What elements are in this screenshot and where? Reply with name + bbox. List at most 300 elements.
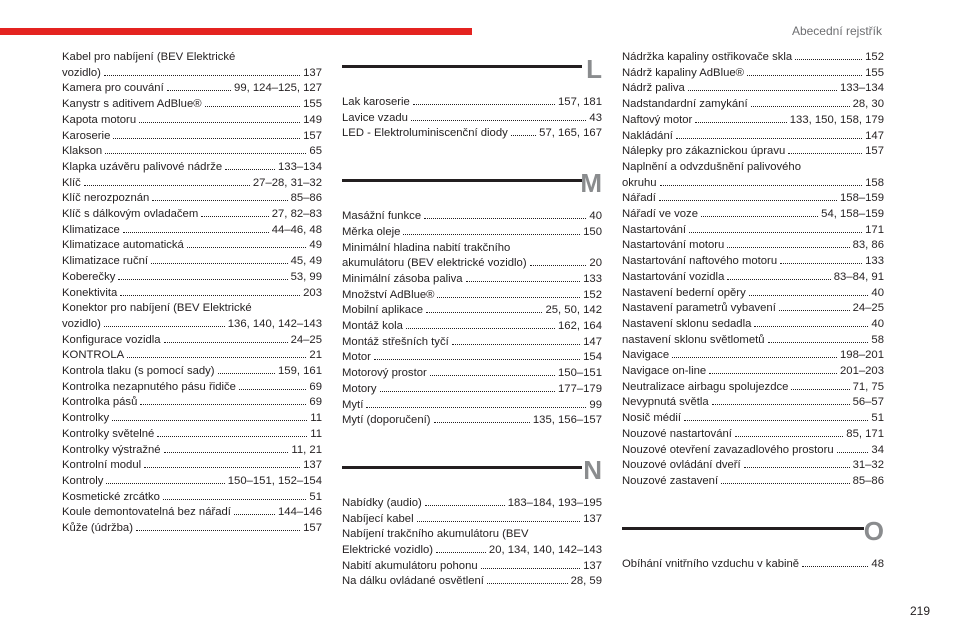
entry-term: Kontrolky — [62, 412, 110, 425]
entry-pages: 137 — [583, 559, 602, 572]
dot-leader — [84, 185, 250, 186]
dot-leader — [120, 295, 300, 296]
entry-pages: 133–134 — [278, 160, 322, 173]
dot-leader — [437, 297, 580, 298]
index-entry — [342, 288, 602, 304]
index-entry — [62, 144, 322, 160]
entry-term: Nastartování naftového motoru — [622, 255, 778, 268]
index-entry — [62, 411, 322, 427]
section-rule — [342, 65, 582, 68]
index-entry — [622, 380, 884, 396]
entry-term: Minimální hladina nabití trakčního — [342, 241, 511, 254]
section-header — [342, 454, 602, 494]
section-rule — [342, 466, 582, 469]
entry-term: Kontrolky světelné — [62, 427, 155, 440]
dot-leader — [112, 420, 307, 421]
entry-term: Naftový motor — [622, 113, 693, 126]
dot-leader — [163, 499, 306, 500]
index-entry — [62, 207, 322, 223]
entry-pages: 133 — [583, 272, 602, 285]
dot-leader — [139, 122, 300, 123]
section-header — [622, 515, 884, 555]
index-entry — [622, 364, 884, 380]
entry-pages: 135, 156–157 — [532, 414, 602, 427]
dot-leader — [374, 359, 580, 360]
index-entry — [62, 395, 322, 411]
dot-leader — [413, 104, 555, 105]
index-entry — [622, 286, 884, 302]
dot-leader — [201, 216, 268, 217]
index-entry — [62, 505, 322, 521]
entry-pages: 51 — [309, 490, 322, 503]
entry-term: Lak karoserie — [342, 96, 410, 108]
dot-leader — [768, 342, 869, 343]
dot-leader — [425, 505, 505, 506]
entry-pages: 43 — [589, 111, 602, 124]
dot-leader — [140, 404, 306, 405]
entry-term: Nádržka kapaliny ostřikovače skla — [622, 51, 793, 63]
entry-term: Nastartování vozidla — [622, 270, 725, 283]
section-letter: M — [580, 168, 602, 199]
index-entry — [622, 191, 884, 207]
dot-leader — [234, 514, 275, 515]
dot-leader — [424, 218, 586, 219]
index-entry — [342, 398, 602, 414]
entry-pages: 49 — [309, 239, 322, 252]
dot-leader — [104, 326, 225, 327]
index-entry — [622, 207, 884, 223]
dot-leader — [151, 263, 288, 264]
index-entry — [342, 413, 602, 429]
entry-pages: 171 — [865, 223, 884, 236]
entry-pages: 57, 165, 167 — [539, 127, 602, 140]
entry-pages: 183–184, 193–195 — [507, 496, 602, 509]
entry-pages: 177–179 — [558, 382, 602, 395]
dot-leader — [434, 422, 530, 423]
entry-pages: 11 — [310, 412, 322, 425]
entry-pages: 150–151, 152–154 — [227, 474, 322, 487]
entry-term: Klapka uzávěru palivové nádrže — [62, 160, 223, 173]
entry-term: Neutralizace airbagu spolujezdce — [622, 380, 789, 393]
index-entry — [342, 225, 602, 241]
entry-term: Klimatizace — [62, 223, 120, 236]
entry-term: Nádrž paliva — [622, 82, 685, 95]
index-entry — [342, 366, 602, 382]
index-entry — [62, 254, 322, 270]
dot-leader — [788, 153, 862, 154]
entry-term-continued: vozidlo) — [62, 66, 101, 79]
index-entry — [62, 50, 322, 81]
entry-pages: 137 — [303, 459, 322, 472]
index-entry — [342, 126, 602, 142]
entry-term: Nastartování motoru — [622, 239, 725, 252]
dot-leader — [689, 232, 862, 233]
index-entry — [622, 411, 884, 427]
entry-term: Nabíjení trakčního akumulátoru (BEV — [342, 528, 529, 541]
section-letter: N — [583, 454, 602, 485]
index-column-1 — [62, 50, 322, 537]
entry-term: Nouzové otevření zavazadlového prostoru — [622, 443, 834, 456]
index-entry — [622, 50, 884, 66]
entry-pages: 20 — [589, 257, 602, 270]
entry-term: Nouzové zastavení — [622, 474, 719, 487]
section-header — [342, 167, 602, 207]
dot-leader — [802, 566, 868, 567]
index-entry — [622, 317, 884, 333]
dot-leader — [157, 436, 307, 437]
entry-pages: 34 — [871, 443, 884, 456]
dot-leader — [164, 342, 288, 343]
dot-leader — [744, 467, 850, 468]
index-entry — [342, 111, 602, 127]
entry-term: Montáž kola — [342, 320, 403, 333]
index-entry — [622, 427, 884, 443]
entry-term: Motor — [342, 351, 371, 364]
entry-term: Lavice vzadu — [342, 111, 408, 124]
entry-pages: 45, 49 — [290, 255, 322, 268]
index-entry — [62, 427, 322, 443]
entry-term: Nastavení sklonu sedadla — [622, 317, 752, 330]
dot-leader — [417, 521, 581, 522]
index-entry — [62, 443, 322, 459]
entry-term: Nastavení bederní opěry — [622, 286, 746, 299]
index-entry — [62, 238, 322, 254]
entry-pages: 40 — [871, 286, 884, 299]
index-entry — [62, 286, 322, 302]
entry-term: Motorový prostor — [342, 367, 427, 380]
entry-pages: 48 — [871, 557, 884, 570]
entry-pages: 133 — [865, 255, 884, 268]
section-spacer — [342, 142, 602, 167]
entry-pages: 144–146 — [278, 506, 322, 519]
index-entry — [622, 144, 884, 160]
dot-leader — [152, 200, 287, 201]
entry-term: Kůže (údržba) — [62, 522, 133, 535]
entry-term: Konfigurace vozidla — [62, 333, 161, 346]
entry-term: Nastartování — [622, 223, 687, 236]
entry-term: Klíč nerozpoznán — [62, 192, 150, 205]
entry-term: Nádrž kapaliny AdBlue® — [622, 66, 744, 79]
index-entry — [342, 350, 602, 366]
index-entry — [62, 348, 322, 364]
entry-term: Kapota motoru — [62, 113, 137, 126]
entry-term-continued: okruhu — [622, 176, 657, 189]
dot-leader — [659, 200, 837, 201]
entry-pages: 152 — [865, 51, 884, 63]
index-entry — [62, 191, 322, 207]
entry-pages: 28, 30 — [852, 98, 884, 111]
entry-pages: 203 — [303, 286, 322, 299]
entry-term: Konektor pro nabíjení (BEV Elektrické — [62, 302, 252, 315]
dot-leader — [436, 552, 486, 553]
entry-term: Nastavení parametrů vybavení — [622, 302, 776, 315]
entry-pages: 24–25 — [852, 302, 884, 315]
index-entry — [622, 458, 884, 474]
dot-leader — [695, 122, 786, 123]
entry-term: Navigace — [622, 349, 670, 362]
entry-pages: 150–151 — [558, 367, 602, 380]
index-entry — [62, 364, 322, 380]
entry-pages: 69 — [309, 396, 322, 409]
entry-term: Klimatizace automatická — [62, 239, 184, 252]
dot-leader — [701, 216, 818, 217]
index-entry — [342, 272, 602, 288]
dot-leader — [735, 436, 843, 437]
dot-leader — [709, 373, 837, 374]
dot-leader — [164, 452, 289, 453]
entry-pages: 152 — [583, 288, 602, 301]
index-entry — [622, 333, 884, 349]
entry-term: Motory — [342, 382, 377, 395]
entry-pages: 83, 86 — [852, 239, 884, 252]
index-entry — [342, 209, 602, 225]
dot-leader — [205, 106, 301, 107]
entry-term: Nářadí ve voze — [622, 208, 698, 221]
index-entry — [622, 238, 884, 254]
entry-pages: 83–84, 91 — [833, 270, 884, 283]
entry-pages: 71, 75 — [852, 380, 884, 393]
dot-leader — [118, 279, 287, 280]
entry-term: Nakládání — [622, 129, 673, 142]
dot-leader — [747, 75, 862, 76]
entry-term: Klimatizace ruční — [62, 255, 149, 268]
entry-term: Navigace on-line — [622, 365, 707, 378]
index-entry — [342, 382, 602, 398]
dot-leader — [366, 407, 586, 408]
index-entry — [342, 496, 602, 512]
index-entry — [342, 559, 602, 575]
dot-leader — [676, 138, 862, 139]
dot-leader — [426, 312, 542, 313]
index-entry — [342, 303, 602, 319]
dot-leader — [727, 279, 830, 280]
dot-leader — [239, 389, 306, 390]
entry-term: Mytí (doporučení) — [342, 414, 431, 427]
index-entry — [342, 95, 602, 111]
entry-term: Klíč — [62, 176, 81, 189]
entry-term: Kamera pro couvání — [62, 82, 164, 95]
section-letter: L — [586, 54, 602, 84]
dot-leader — [104, 75, 300, 76]
entry-term: Konektivita — [62, 286, 118, 299]
section-rule — [342, 179, 582, 182]
dot-leader — [466, 281, 581, 282]
index-entry — [62, 333, 322, 349]
dot-leader — [684, 420, 868, 421]
entry-pages: 28, 59 — [570, 575, 602, 588]
index-entry — [622, 395, 884, 411]
entry-pages: 201–203 — [840, 365, 884, 378]
index-entry — [622, 81, 884, 97]
section-header — [342, 53, 602, 93]
entry-term: Klíč s dálkovým ovladačem — [62, 208, 199, 221]
section-rule — [622, 527, 864, 530]
dot-leader — [106, 483, 224, 484]
entry-pages: 137 — [303, 66, 322, 79]
header-accent-bar — [0, 28, 472, 35]
dot-leader — [487, 583, 568, 584]
index-entry — [622, 557, 884, 573]
entry-term: Mytí — [342, 398, 364, 411]
dot-leader — [113, 138, 300, 139]
entry-pages: 133–134 — [840, 82, 884, 95]
entry-pages: 157 — [865, 145, 884, 158]
dot-leader — [225, 169, 275, 170]
entry-term: Karoserie — [62, 129, 111, 142]
index-entry — [342, 335, 602, 351]
entry-pages: 69 — [309, 380, 322, 393]
dot-leader — [218, 373, 275, 374]
entry-pages: 154 — [583, 351, 602, 364]
index-entry — [622, 301, 884, 317]
entry-term: Klakson — [62, 145, 103, 158]
index-entry — [62, 490, 322, 506]
entry-term: Kontrolka pásů — [62, 396, 138, 409]
entry-pages: 11 — [310, 427, 322, 440]
dot-leader — [749, 295, 869, 296]
entry-term: Montáž střešních tyčí — [342, 335, 449, 348]
entry-term: Kanystr s aditivem AdBlue® — [62, 98, 202, 111]
dot-leader — [136, 530, 300, 531]
entry-term: Množství AdBlue® — [342, 288, 435, 301]
entry-term: Nálepky pro zákaznickou úpravu — [622, 145, 786, 158]
dot-leader — [123, 232, 269, 233]
entry-term: Nářadí — [622, 192, 656, 205]
entry-term: KONTROLA — [62, 349, 125, 362]
entry-pages: 157 — [303, 522, 322, 535]
index-entry — [622, 113, 884, 129]
entry-term: Kabel pro nabíjení (BEV Elektrické — [62, 51, 236, 63]
dot-leader — [530, 265, 587, 266]
entry-term: Nouzové ovládání dveří — [622, 459, 741, 472]
entry-term: Na dálku ovládané osvětlení — [342, 575, 484, 588]
dot-leader — [144, 467, 300, 468]
section-letter: O — [863, 515, 884, 546]
index-entry — [622, 348, 884, 364]
dot-leader — [127, 357, 306, 358]
entry-term: Nouzové nastartování — [622, 427, 732, 440]
index-entry — [622, 97, 884, 113]
entry-term: Obíhání vnitřního vzduchu v kabině — [622, 557, 800, 570]
entry-pages: 133, 150, 158, 179 — [789, 113, 884, 126]
entry-pages: 99, 124–125, 127 — [234, 82, 322, 95]
index-column-3 — [622, 50, 884, 572]
entry-pages: 157 — [303, 129, 322, 142]
header-title: Abecední rejstřík — [791, 24, 882, 38]
entry-pages: 147 — [583, 335, 602, 348]
dot-leader — [688, 90, 837, 91]
entry-pages: 58 — [871, 333, 884, 346]
dot-leader — [430, 375, 555, 376]
entry-term: LED - Elektroluminiscenční diody — [342, 127, 508, 140]
index-entry — [622, 66, 884, 82]
entry-term-continued: akumulátoru (BEV elektrické vozidlo) — [342, 257, 527, 270]
index-entry — [622, 223, 884, 239]
entry-term: Masážní funkce — [342, 210, 422, 223]
entry-term: Nabídky (audio) — [342, 496, 422, 509]
entry-pages: 20, 134, 140, 142–143 — [488, 544, 602, 557]
entry-term: Mobilní aplikace — [342, 304, 424, 317]
page-number: 219 — [909, 604, 930, 618]
index-entry — [342, 319, 602, 335]
entry-pages: 85–86 — [290, 192, 322, 205]
dot-leader — [754, 326, 868, 327]
index-entry — [342, 574, 602, 590]
index-entry — [62, 129, 322, 145]
entry-term: Koberečky — [62, 270, 116, 283]
entry-pages: 162, 164 — [558, 320, 602, 333]
index-entry — [62, 521, 322, 537]
entry-term: Koule demontovatelná bez nářadí — [62, 506, 231, 519]
dot-leader — [411, 120, 586, 121]
entry-term: Nabíjecí kabel — [342, 512, 414, 525]
entry-pages: 56–57 — [852, 396, 884, 409]
dot-leader — [795, 59, 862, 60]
index-entry — [62, 474, 322, 490]
entry-pages: 40 — [871, 317, 884, 330]
index-entry — [342, 512, 602, 528]
entry-pages: 40 — [589, 210, 602, 223]
index-entry — [62, 380, 322, 396]
entry-pages: 27, 82–83 — [271, 208, 322, 221]
index-entry — [62, 97, 322, 113]
entry-term: Nabití akumulátoru pohonu — [342, 559, 478, 572]
entry-term: Kontroly — [62, 474, 104, 487]
entry-pages: 44–46, 48 — [271, 223, 322, 236]
index-entry — [622, 270, 884, 286]
entry-pages: 24–25 — [290, 333, 322, 346]
entry-term: Nevypnutá světla — [622, 396, 709, 409]
index-entry — [622, 443, 884, 459]
index-entry — [622, 129, 884, 145]
entry-term: Kontrolní modul — [62, 459, 142, 472]
entry-pages: 155 — [303, 98, 322, 111]
entry-term: Minimální zásoba paliva — [342, 272, 463, 285]
entry-pages: 25, 50, 142 — [545, 304, 602, 317]
entry-pages: 157, 181 — [558, 96, 602, 108]
entry-term-continued: Elektrické vozidlo) — [342, 544, 434, 557]
entry-pages: 65 — [309, 145, 322, 158]
index-column-2 — [342, 53, 602, 590]
entry-term-continued: vozidlo) — [62, 317, 101, 330]
dot-leader — [791, 389, 849, 390]
dot-leader — [187, 247, 307, 248]
dot-leader — [452, 344, 580, 345]
dot-leader — [837, 452, 869, 453]
entry-pages: 27–28, 31–32 — [252, 176, 322, 189]
entry-term: Kontrolka nezapnutého pásu řidiče — [62, 380, 236, 393]
entry-term: nastavení sklonu světlometů — [622, 333, 765, 346]
dot-leader — [380, 391, 555, 392]
index-entry — [62, 160, 322, 176]
index-entry — [622, 160, 884, 191]
entry-term: Kontrola tlaku (s pomocí sady) — [62, 365, 215, 378]
entry-pages: 159, 161 — [278, 365, 322, 378]
index-entry — [62, 81, 322, 97]
entry-term: Nosič médií — [622, 412, 682, 425]
index-entry — [342, 241, 602, 272]
entry-pages: 137 — [583, 512, 602, 525]
index-entry — [62, 301, 322, 332]
entry-pages: 31–32 — [852, 459, 884, 472]
dot-leader — [751, 106, 850, 107]
dot-leader — [511, 135, 536, 136]
entry-pages: 136, 140, 142–143 — [227, 317, 322, 330]
entry-pages: 53, 99 — [290, 270, 322, 283]
entry-pages: 21 — [309, 349, 322, 362]
dot-leader — [105, 153, 306, 154]
entry-pages: 85, 171 — [846, 427, 884, 440]
